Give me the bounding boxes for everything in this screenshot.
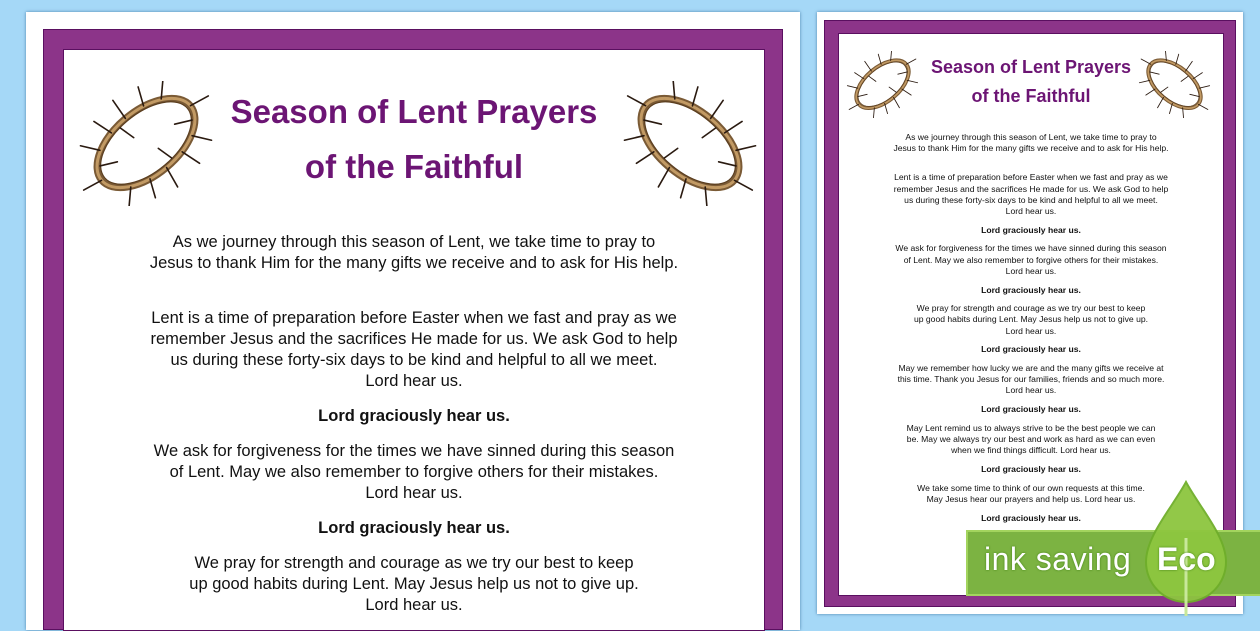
prayer-paragraph	[64, 441, 764, 504]
prayer-line: We ask for forgiveness for the times we have sinned during this season	[895, 243, 1167, 254]
prayer-paragraph	[64, 308, 764, 392]
prayer-paragraph	[839, 132, 1223, 154]
prayer-line: this time. Thank you Jesus for our families, friends and so much more.	[897, 374, 1165, 385]
prayer-line: We ask for forgiveness for the times we have sinned during this season	[153, 442, 675, 460]
prayer-line: us during these forty-six days to be kind and helpful to all we meet.	[904, 194, 1158, 205]
title-line: Season of Lent Prayers	[930, 57, 1132, 77]
prayer-paragraph	[64, 553, 764, 616]
prayer-line: Lord hear us.	[365, 484, 463, 502]
prayer-line: Lord graciously hear us.	[981, 463, 1081, 474]
prayer-paragraph	[839, 423, 1223, 457]
prayer-line: Lord graciously hear us.	[981, 344, 1081, 355]
prayer-paragraph	[64, 232, 764, 274]
prayer-paragraph	[839, 243, 1223, 277]
prayer-line: May we remember how lucky we are and the many gifts we receive at	[898, 363, 1164, 374]
title-line: of the Faithful	[304, 148, 524, 185]
response-line	[839, 344, 1223, 355]
prayer-line: Lord hear us.	[365, 372, 463, 390]
response-line	[839, 285, 1223, 296]
prayer-paragraph	[839, 303, 1223, 337]
ink-saving-text: ink saving	[984, 541, 1132, 577]
prayer-line: Lord graciously hear us.	[318, 519, 510, 537]
title-line: Season of Lent Prayers	[230, 93, 598, 130]
prayer-line: be. May we always try our best and work as hard as we can even	[906, 434, 1156, 445]
eco-label: Eco	[1157, 541, 1216, 577]
prayer-line: As we journey through this season of Lent, we take time to pray to	[172, 233, 656, 251]
prayer-line: Lord graciously hear us.	[981, 224, 1081, 235]
response-line	[64, 518, 764, 539]
prayer-line: We pray for strength and courage as we try our best to keep	[916, 303, 1146, 314]
prayer-line: Lord graciously hear us.	[981, 284, 1081, 295]
prayer-line: Lent is a time of preparation before Easter when we fast and pray as we	[151, 309, 677, 327]
response-line	[64, 406, 764, 427]
prayer-line: Lord graciously hear us.	[318, 407, 510, 425]
prayer-line: Lord graciously hear us.	[981, 512, 1081, 523]
prayer-line: Jesus to thank Him for the many gifts we receive and to ask for His help.	[149, 254, 679, 272]
page-title	[839, 53, 1223, 111]
page-title	[64, 84, 764, 194]
response-line	[839, 225, 1223, 236]
response-line	[839, 464, 1223, 475]
prayer-line: Lord hear us.	[1005, 206, 1057, 217]
prayer-line: Lord hear us.	[1005, 385, 1057, 396]
prayer-line: us during these forty-six days to be kind and helpful to all we meet.	[170, 351, 658, 369]
prayer-line: Lord graciously hear us.	[981, 404, 1081, 415]
prayer-line: We take some time to think of our own requests at this time.	[917, 482, 1145, 493]
prayer-line: May Jesus hear our prayers and help us. Lord hear us.	[926, 493, 1136, 504]
prayer-line: remember Jesus and the sacrifices He made for us. We ask God to help	[893, 183, 1169, 194]
prayer-list	[839, 132, 1223, 531]
prayer-line: Jesus to thank Him for the many gifts we receive and to ask for His help.	[893, 143, 1169, 154]
prayer-line: May Lent remind us to always strive to be the best people we can	[906, 422, 1156, 433]
prayer-line: of Lent. May we also remember to forgive others for their mistakes.	[169, 463, 659, 481]
prayer-line: up good habits during Lent. May Jesus help us not to give up.	[189, 575, 639, 593]
prayer-line: when we find things difficult. Lord hear us.	[951, 445, 1111, 456]
prayer-line: We pray for strength and courage as we try our best to keep	[194, 554, 634, 572]
prayer-line: remember Jesus and the sacrifices He made for us. We ask God to help	[150, 330, 678, 348]
prayer-line: Lord hear us.	[365, 596, 463, 614]
prayer-paragraph	[839, 172, 1223, 217]
page-body	[63, 49, 765, 631]
page-preview-large	[26, 12, 800, 630]
response-line	[839, 404, 1223, 415]
prayer-line: of Lent. May we also remember to forgive others for their mistakes.	[903, 254, 1159, 265]
title-line: of the Faithful	[971, 86, 1091, 106]
prayer-list	[64, 232, 764, 630]
prayer-line: Lord hear us.	[1005, 325, 1057, 336]
prayer-line: Lent is a time of preparation before Easter when we fast and pray as we	[894, 172, 1168, 183]
prayer-line: up good habits during Lent. May Jesus help us not to give up.	[913, 314, 1149, 325]
prayer-paragraph	[839, 363, 1223, 397]
prayer-line: Lord hear us.	[1005, 265, 1057, 276]
purple-frame	[43, 29, 783, 630]
prayer-line: As we journey through this season of Lent, we take time to pray to	[905, 132, 1157, 142]
